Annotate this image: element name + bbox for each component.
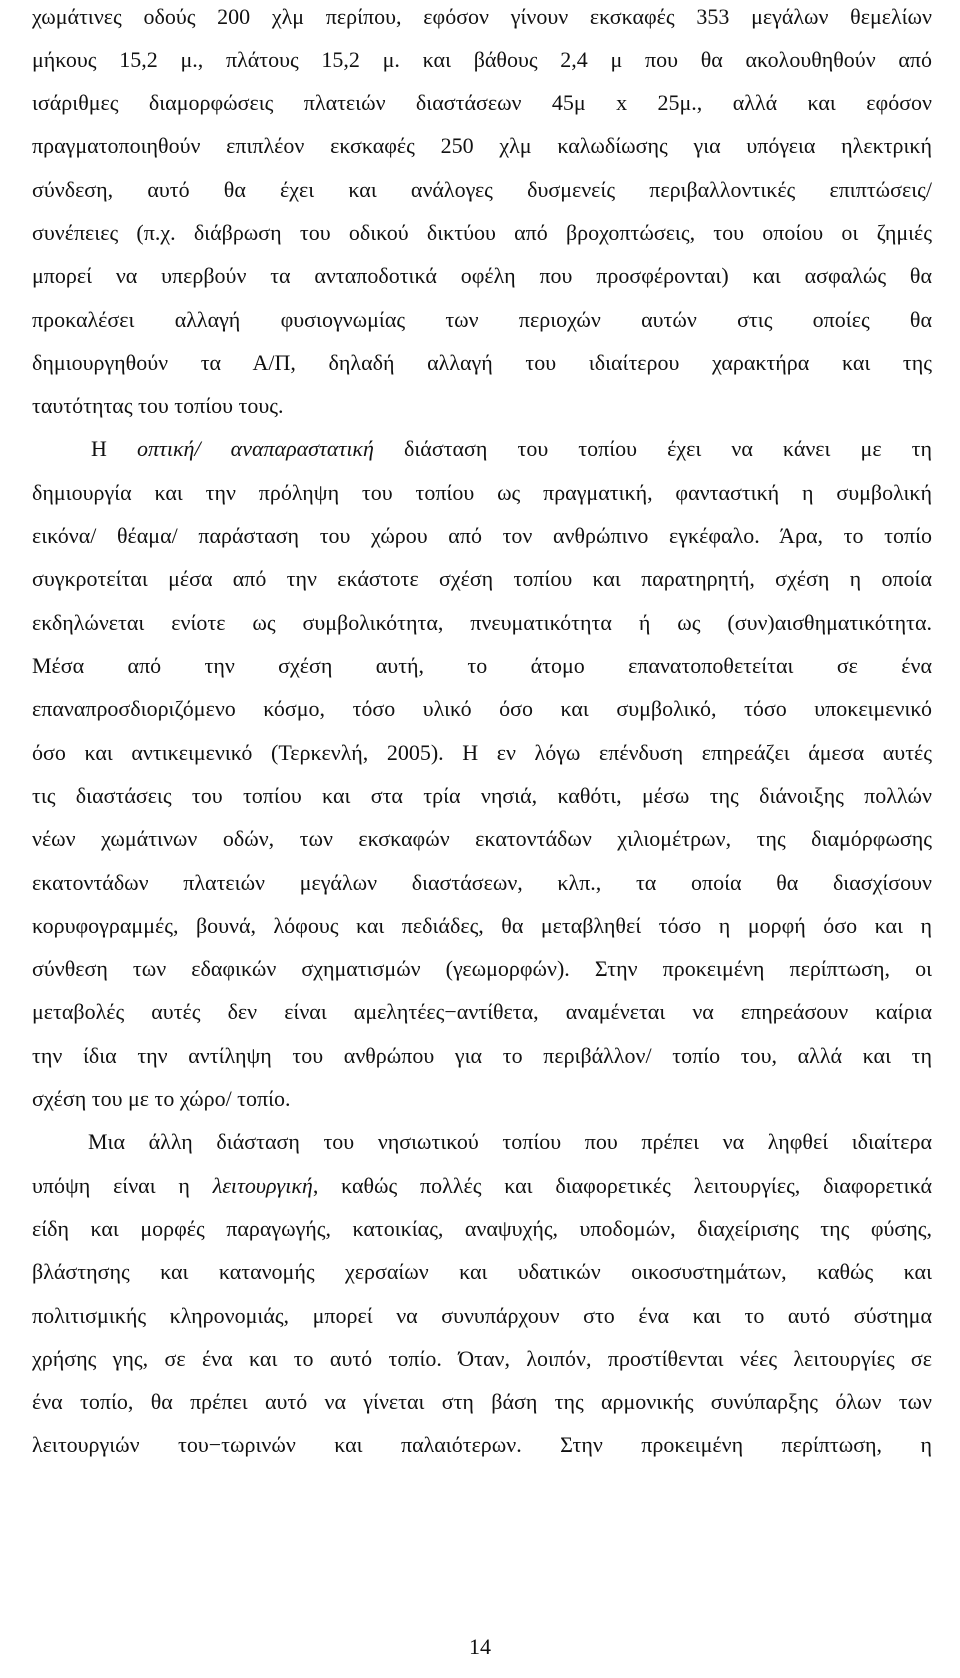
text-line-paragraph-start xyxy=(91,436,932,462)
text-line: μήκους 15,2 μ., πλάτους 15,2 μ. και βάθους 2,4 μ που θα ακολουθηθούν από xyxy=(32,47,932,72)
text-line xyxy=(32,1173,932,1199)
text-line: σύνδεση, αυτό θα έχει και ανάλογες δυσμενείς περιβαλλοντικές επιπτώσεις/ xyxy=(32,177,932,202)
text-line: μπορεί να υπερβούν τα ανταποδοτικά οφέλη που προσφέρονται) και ασφαλώς θα xyxy=(32,263,932,288)
text-line: προκαλέσει αλλαγή φυσιογνωμίας των περιοχών αυτών στις οποίες θα xyxy=(32,307,932,332)
text-line: εκδηλώνεται ενίοτε ως συμβολικότητα, πνευματικότητα ή ως (συν)αισθηματικότητα. xyxy=(32,610,932,635)
text-line: πραγματοποιηθούν επιπλέον εκσκαφές 250 χλμ καλωδίωσης για υπόγεια ηλεκτρική xyxy=(32,133,932,158)
text-line: επαναπροσδιοριζόμενο κόσμο, τόσο υλικό όσο και συμβολικό, τόσο υποκειμενικό xyxy=(32,696,932,721)
text-line: εκατοντάδων πλατειών μεγάλων διαστάσεων, κλπ., τα οποία θα διασχίσουν xyxy=(32,870,932,895)
text-line: κορυφογραμμές, βουνά, λόφους και πεδιάδες, θα μεταβληθεί τόσο η μορφή όσο και η xyxy=(32,913,932,938)
text-line: νέων χωμάτινων οδών, των εκσκαφών εκατοντάδων χιλιομέτρων, της διαμόρφωσης xyxy=(32,826,932,851)
italic-term: οπτική/ αναπαραστατική xyxy=(136,436,374,461)
text-line: την ίδια την αντίληψη του ανθρώπου για το περιβάλλον/ τοπίο του, αλλά και τη xyxy=(32,1043,932,1068)
text-line: δημιουργία και την πρόληψη του τοπίου ως πραγματική, φανταστική η συμβολική xyxy=(32,480,932,505)
text-line: είδη και μορφές παραγωγής, κατοικίας, αναψυχής, υποδομών, διαχείρισης της φύσης, xyxy=(32,1216,932,1241)
text-span: διάσταση του τοπίου έχει να κάνει με τη xyxy=(373,436,932,461)
text-line: πολιτισμικής κληρονομιάς, μπορεί να συνυπάρχουν στο ένα και το αυτό σύστημα xyxy=(32,1303,932,1328)
italic-term: λειτουργική xyxy=(212,1173,313,1198)
text-line-paragraph-start: Μια άλλη διάσταση του νησιωτικού τοπίου που πρέπει να ληφθεί ιδιαίτερα xyxy=(88,1129,932,1154)
text-line: βλάστησης και κατανομής χερσαίων και υδατικών οικοσυστημάτων, καθώς και xyxy=(32,1259,932,1284)
text-line: εικόνα/ θέαμα/ παράσταση του χώρου από τον ανθρώπινο εγκέφαλο. Άρα, το τοπίο xyxy=(32,523,932,548)
text-line: χωμάτινες οδούς 200 χλμ περίπου, εφόσον γίνουν εκσκαφές 353 μεγάλων θεμελίων xyxy=(32,4,932,29)
page-number: 14 xyxy=(469,1634,491,1659)
text-line: λειτουργιών του−τωρινών και παλαιότερων. Στην προκειμένη περίπτωση, η xyxy=(32,1432,932,1457)
text-line: μεταβολές αυτές δεν είναι αμελητέες−αντίθετα, αναμένεται να επηρεάσουν καίρια xyxy=(32,999,932,1024)
text-line: δημιουργηθούν τα Α/Π, δηλαδή αλλαγή του ιδιαίτερου χαρακτήρα και της xyxy=(32,350,932,375)
text-line: Μέσα από την σχέση αυτή, το άτομο επανατοποθετείται σε ένα xyxy=(32,653,932,678)
text-line: χρήσης γης, σε ένα και το αυτό τοπίο. Όταν, λοιπόν, προστίθενται νέες λειτουργίες σε xyxy=(32,1346,932,1371)
text-span: , καθώς πολλές και διαφορετικές λειτουργίες, διαφορετικά xyxy=(312,1173,932,1198)
text-line: ταυτότητας του τοπίου τους. xyxy=(32,393,284,418)
text-line: σχέση του με το χώρο/ τοπίο. xyxy=(32,1086,291,1111)
text-line: τις διαστάσεις του τοπίου και στα τρία νησιά, καθότι, μέσω της διάνοιξης πολλών xyxy=(32,783,932,808)
text-line: συνέπειες (π.χ. διάβρωση του οδικού δικτύου από βροχοπτώσεις, του οποίου οι ζημιές xyxy=(32,220,932,245)
text-line: σύνθεση των εδαφικών σχηματισμών (γεωμορφών). Στην προκειμένη περίπτωση, οι xyxy=(32,956,932,981)
text-span: υπόψη είναι η xyxy=(32,1173,213,1198)
text-span: Η xyxy=(91,436,137,461)
text-line: ισάριθμες διαμορφώσεις πλατειών διαστάσεων 45μ x 25μ., αλλά και εφόσον xyxy=(32,90,932,115)
text-line: όσο και αντικειμενικό (Τερκενλή, 2005). Η εν λόγω επένδυση επηρεάζει άμεσα αυτές xyxy=(32,740,932,765)
text-line: συγκροτείται μέσα από την εκάστοτε σχέση τοπίου και παρατηρητή, σχέση η οποία xyxy=(32,566,932,591)
text-line: ένα τοπίο, θα πρέπει αυτό να γίνεται στη βάση της αρμονικής συνύπαρξης όλων των xyxy=(32,1389,932,1414)
